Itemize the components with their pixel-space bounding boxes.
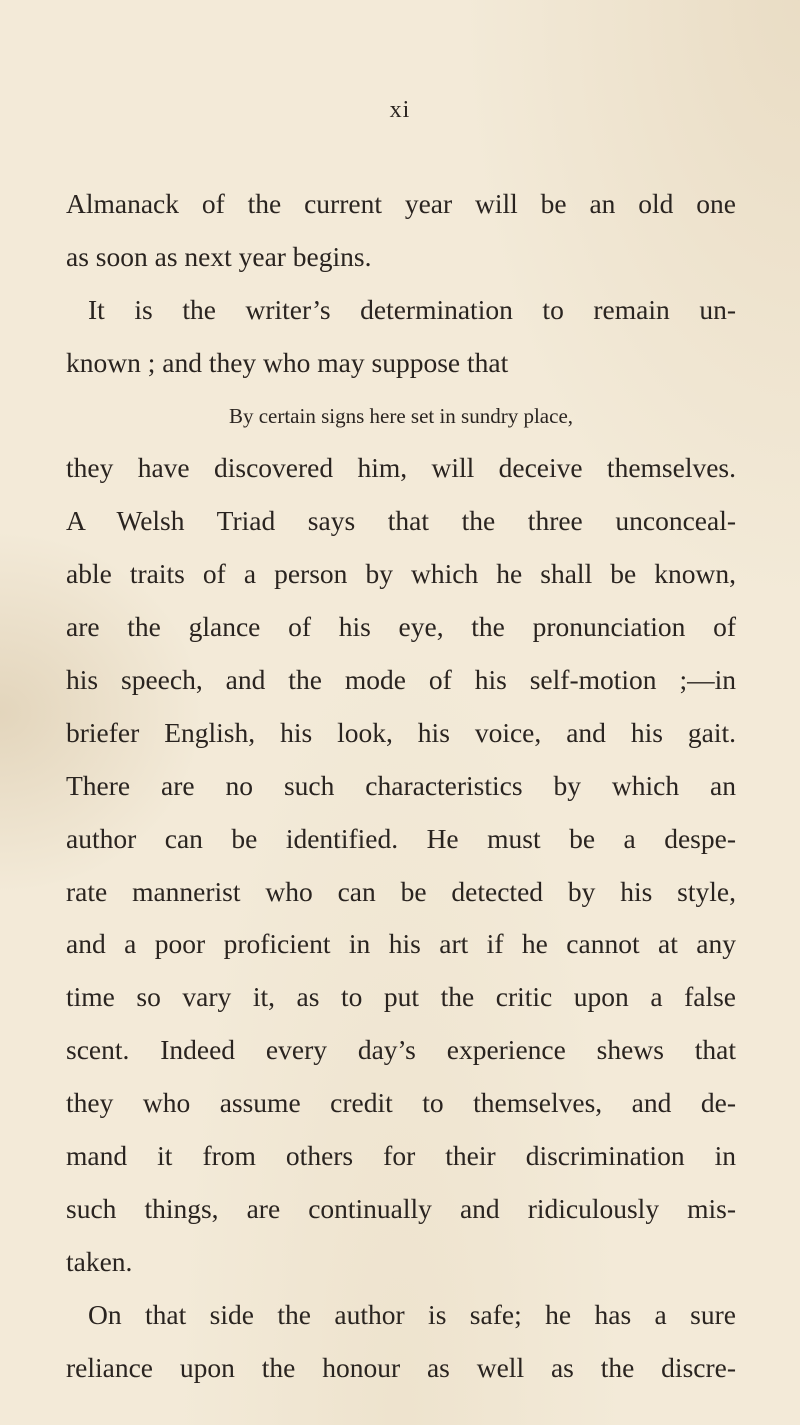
- text-line: time so vary it, as to put the critic upon a false: [66, 981, 736, 1013]
- text-line: briefer English, his look, his voice, and his gait.: [66, 716, 736, 748]
- text-line: mand it from others for their discrimination in: [66, 1140, 736, 1172]
- text-line: they have discovered him, will deceive themselves.: [66, 452, 736, 484]
- text-line: There are no such characteristics by which an: [66, 769, 736, 801]
- text-line: It is the writer’s determination to remain un-: [88, 293, 736, 325]
- body-text: [66, 178, 736, 1394]
- text-line: author can be identified. He must be a despe-: [66, 822, 736, 854]
- text-line: known ; and they who may suppose that: [66, 346, 509, 378]
- text-line: they who assume credit to themselves, and de-: [66, 1087, 736, 1119]
- text-line: reliance upon the honour as well as the discre-: [66, 1351, 736, 1383]
- text-line: and a poor proficient in his art if he cannot at any: [66, 928, 736, 960]
- text-line: A Welsh Triad says that the three unconceal-: [66, 505, 736, 537]
- text-line: On that side the author is safe; he has a sure: [88, 1298, 736, 1330]
- text-line: his speech, and the mode of his self-motion ;—in: [66, 664, 736, 696]
- text-line: such things, are continually and ridiculously mis-: [66, 1192, 736, 1224]
- text-line: are the glance of his eye, the pronunciation of: [66, 611, 736, 643]
- text-line: Almanack of the current year will be an old one: [66, 188, 736, 219]
- text-line: able traits of a person by which he shall be known,: [66, 558, 736, 590]
- quoted-verse-line: By certain signs here set in sundry place,: [228, 403, 574, 428]
- text-line: rate mannerist who can be detected by his style,: [66, 875, 736, 907]
- text-line: taken.: [66, 1245, 133, 1277]
- text-line: scent. Indeed every day’s experience shews that: [66, 1034, 736, 1066]
- text-line: as soon as next year begins.: [66, 240, 372, 272]
- page-number: xi: [389, 97, 411, 123]
